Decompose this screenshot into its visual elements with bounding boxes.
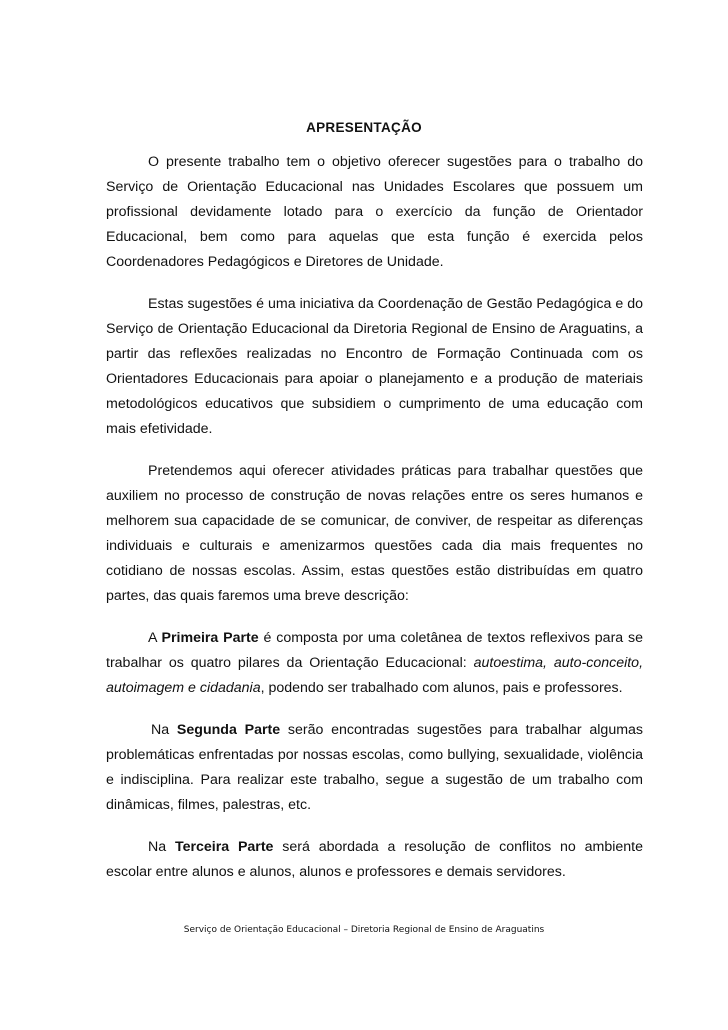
paragraph-4 [106, 626, 643, 701]
paragraph-5-end: serão encontradas sugestões para trabalhar algumas problemáticas enfrentadas por nossas escolas, como bullying, sexualidade, violência e indisciplina. Para realizar este trabalho, segue a sugestão de um trabalho com dinâmicas, filmes, palestras, etc. [106, 722, 644, 813]
paragraph-6 [106, 835, 643, 885]
paragraph-3: Pretendemos aqui oferecer atividades práticas para trabalhar questões que auxiliem no processo de construção de novas relações entre os seres humanos e melhorem sua capacidade de se comunicar, de conviver, de respeitar as diferenças individuais e culturais e amenizarmos questões cada dia mais frequentes no cotidiano de nossas escolas. Assim, estas questões estão distribuídas em quatro partes, das quais faremos uma breve descrição: [106, 463, 643, 604]
paragraph-4-bold: Primeira Parte [161, 630, 259, 646]
paragraph-5-intro: Na [151, 722, 177, 738]
paragraph-4-mid: é composta por uma coletânea de textos reflexivos para se trabalhar os quatro pilares da Orientação Educacional: [106, 630, 644, 671]
paragraph-6-bold: Terceira Parte [174, 839, 274, 855]
paragraph-4-intro: A [148, 630, 162, 646]
page-footer: Serviço de Orientação Educacional – Diretoria Regional de Ensino de Araguatins [183, 925, 545, 935]
paragraph-2: Estas sugestões é uma iniciativa da Coordenação de Gestão Pedagógica e do Serviço de Orientação Educacional da Diretoria Regional de Ensino de Araguatins, a partir das reflexões realizadas no Encontro de Formação Continuada com os Orientadores Educacionais para apoiar o planejamento e a produção de materiais metodológicos educativos que subsidiem o cumprimento de uma educação com mais efetividade. [106, 296, 643, 437]
paragraph-5-bold: Segunda Parte [176, 722, 281, 738]
page-title: APRESENTAÇÃO [306, 120, 422, 135]
paragraph-6-end: será abordada a resolução de conflitos no ambiente escolar entre alunos e alunos, alunos e professores e demais servidores. [106, 839, 643, 880]
paragraph-5 [106, 718, 643, 818]
paragraph-6-intro: Na [148, 839, 175, 855]
paragraph-1: O presente trabalho tem o objetivo oferecer sugestões para o trabalho do Serviço de Orientação Educacional nas Unidades Escolares que possuem um profissional devidamente lotado para o exercício da função de Orientador Educacional, bem como para aquelas que esta função é exercida pelos Coordenadores Pedagógicos e Diretores de Unidade. [106, 154, 643, 270]
paragraph-4-end: , podendo ser trabalhado com alunos, pais e professores. [260, 680, 623, 696]
document-body [106, 150, 643, 902]
paragraph-4-italic: autoestima, auto-conceito, autoimagem e cidadania [106, 655, 644, 696]
